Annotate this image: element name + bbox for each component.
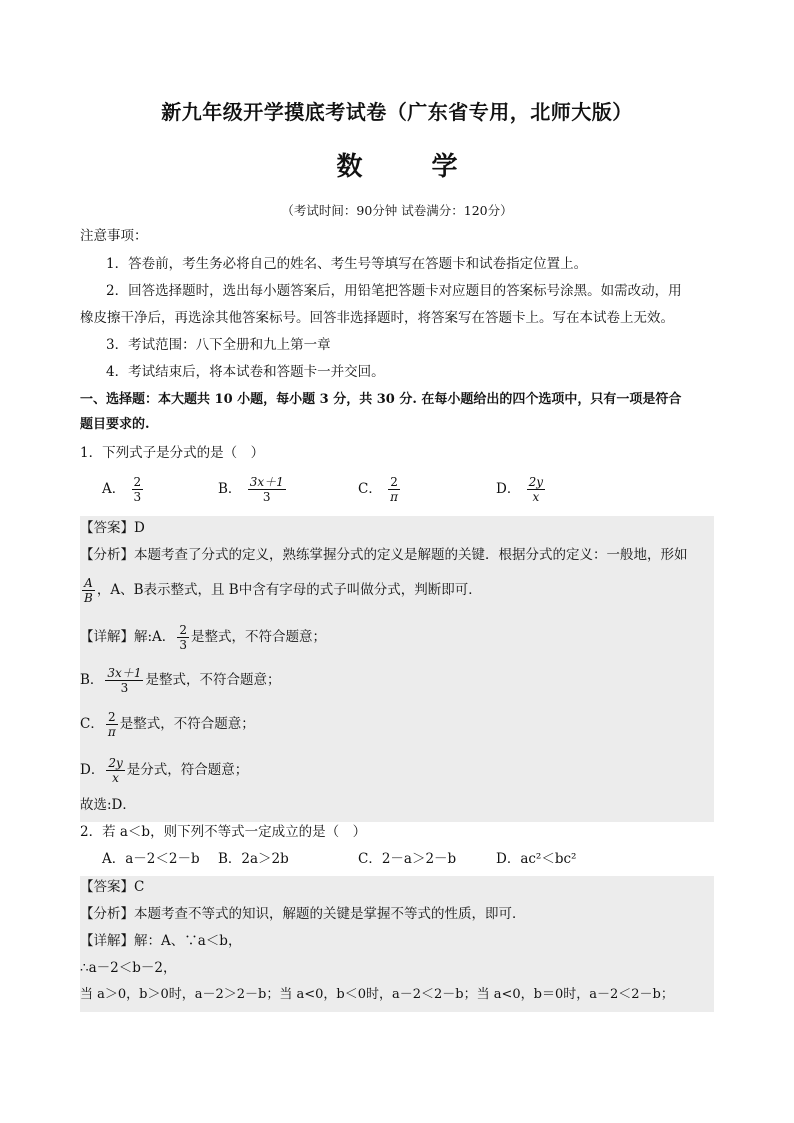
q1-option-b [218, 475, 288, 504]
denominator: x [532, 490, 540, 504]
denominator: 3 [120, 681, 129, 695]
q1-answer: 【答案】D [80, 520, 145, 536]
option-label: A． [102, 481, 126, 497]
exam-info: （考试时间：90分钟 试卷满分：120分） [281, 203, 513, 218]
q2-detail-2: ∴a－2＜b－2， [80, 960, 177, 976]
q1-stem: 1．下列式子是分式的是（ ） [80, 445, 265, 461]
subject-heading: 数 学 [336, 152, 458, 182]
option-label: C． [358, 481, 382, 497]
numerator: 2y [528, 475, 544, 489]
detail-label: 【详解】解:A． [80, 629, 176, 645]
notice-item-1: 1．答卷前，考生务必将自己的姓名、考生号等填写在答题卡和试卷指定位置上。 [106, 256, 588, 272]
denominator: x [112, 771, 119, 785]
q1-detail-c [80, 710, 255, 739]
fraction [132, 475, 144, 504]
option-label: D． [496, 481, 521, 497]
section-heading: 一、选择题：本大题共 10 小题，每小题 3 分，共 30 分. 在每小题给出的四个选项中，只有一项是符合 [80, 392, 682, 407]
fraction [388, 475, 400, 504]
denominator: π [107, 725, 116, 739]
denominator: 3 [179, 638, 187, 652]
q2-option-a: A．a－2＜2－b [102, 851, 200, 867]
detail-text: 是整式，不符合题意； [145, 672, 281, 688]
q1-detail-d [80, 756, 248, 785]
fraction [177, 623, 189, 652]
q1-option-d [496, 475, 547, 504]
q2-option-d: D．ac²＜bc² [496, 851, 577, 867]
fraction [527, 475, 545, 504]
notice-item-2-cont: 橡皮擦干净后，再选涂其他答案标号。回答非选择题时，将答案写在答题卡上。写在本试卷上无效。 [80, 310, 674, 326]
numerator: 2 [107, 710, 116, 724]
fraction [106, 756, 124, 785]
detail-text: 是整式，不符合题意； [190, 629, 326, 645]
q1-detail-b [80, 666, 280, 695]
detail-text: 是整式，不符合题意； [119, 716, 255, 732]
numerator: 3x＋1 [107, 666, 142, 680]
notice-item-4: 4．考试结束后，将本试卷和答题卡一并交回。 [106, 364, 385, 380]
numerator: 2 [133, 475, 142, 489]
page-title: 新九年级开学摸底考试卷（广东省专用，北师大版） [161, 100, 633, 124]
numerator: A [84, 576, 93, 590]
numerator: 2y [108, 756, 123, 770]
q2-analysis: 【分析】本题考查不等式的知识，解题的关键是掌握不等式的性质，即可． [80, 906, 526, 922]
q2-answer: 【答案】C [80, 879, 145, 895]
q1-detail-a [80, 623, 326, 652]
numerator: 2 [179, 623, 187, 637]
q1-option-c [358, 475, 402, 504]
fraction [106, 710, 118, 739]
numerator: 3x＋1 [249, 475, 284, 489]
notice-heading: 注意事项： [80, 228, 148, 244]
numerator: 2 [390, 475, 398, 489]
q1-conclusion: 故选:D． [80, 797, 136, 813]
q2-option-c: C．2－a＞2－b [358, 851, 457, 867]
fraction [82, 576, 95, 605]
fraction [248, 475, 286, 504]
detail-text: 是分式，符合题意； [126, 762, 249, 778]
q1-analysis-cont [80, 576, 482, 605]
q2-detail-1: 【详解】解：A、∵a＜b， [80, 933, 242, 949]
section-heading-cont: 题目要求的. [80, 417, 150, 432]
notice-item-3: 3．考试范围：八下全册和九上第一章 [106, 337, 331, 353]
q2-detail-3: 当 a＞0，b＞0时，a－2＞2－b；当 a<0，b＜0时，a－2＜2－b；当 a<0，b＝0时，a－2＜2－b； [80, 987, 674, 1002]
q2-option-b: B．2a＞2b [218, 851, 289, 867]
analysis-text: ，A、B表示整式，且 B中含有字母的式子叫做分式，判断即可． [96, 582, 482, 598]
denominator: B [84, 591, 93, 605]
notice-item-2: 2．回答选择题时，选出每小题答案后，用铅笔把答题卡对应题目的答案标号涂黑。如需改动，用 [106, 283, 682, 299]
detail-label: C． [80, 716, 104, 732]
detail-label: B． [80, 672, 104, 688]
q1-option-a [102, 475, 145, 504]
denominator: π [390, 490, 399, 504]
denominator: 3 [262, 490, 271, 504]
q2-stem: 2．若 a＜b，则下列不等式一定成立的是（ ） [80, 824, 367, 840]
denominator: 3 [133, 490, 142, 504]
detail-label: D． [80, 762, 105, 778]
option-label: B． [218, 481, 242, 497]
q1-analysis: 【分析】本题考查了分式的定义，熟练掌握分式的定义是解题的关键．根据分式的定义：一般地，形如 [80, 547, 688, 563]
fraction [105, 666, 143, 695]
